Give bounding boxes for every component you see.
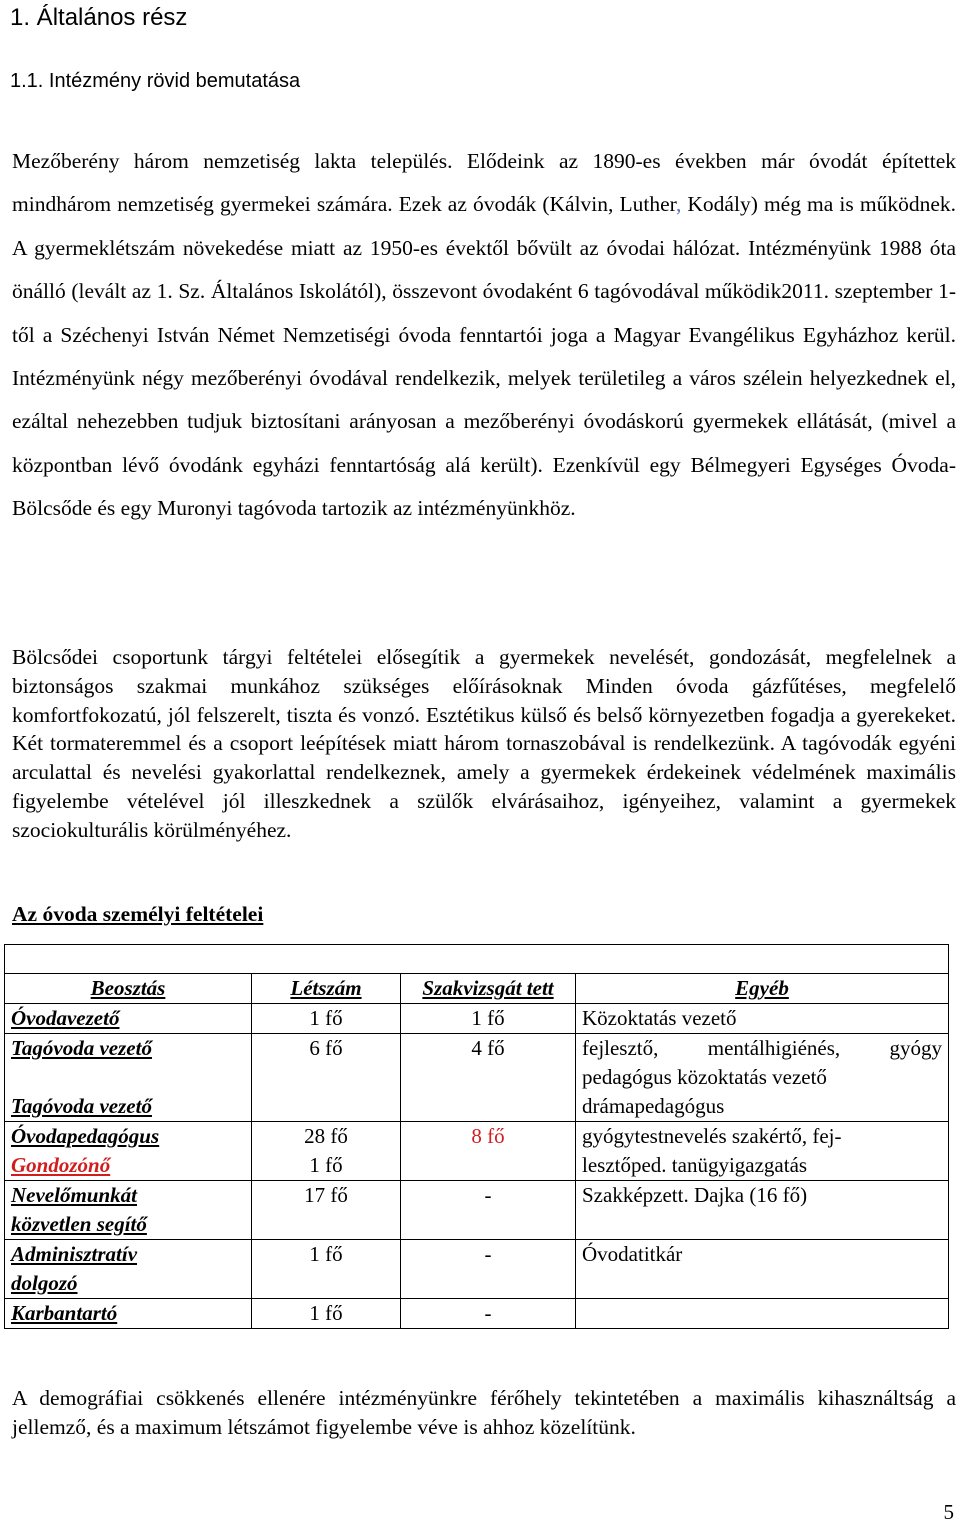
page-title: 1. Általános rész <box>10 4 188 31</box>
role-label: Óvodapedagógus <box>11 1124 160 1148</box>
header-count: Létszám <box>252 974 401 1004</box>
intro-paragraph <box>12 140 956 531</box>
cell-count: 6 fő <box>252 1034 401 1122</box>
staff-heading: Az óvoda személyi feltételei <box>12 902 264 926</box>
header-other: Egyéb <box>576 974 949 1004</box>
table-spacer-cell <box>5 945 949 974</box>
intro-text-b: Kodály) még ma is működnek. A gyermeklétszám növekedése miatt az 1950-es évektől bővült az óvodai hálózat. Intézményünk 1988 óta önálló (levált az 1. Sz. Általános Iskolától), összevont óvodaként 6 tagóvodával működik2011. szeptember 1-től a Széchenyi István Német Nemzetiségi óvoda fenntartói joga a Magyar Evangélikus Egyházhoz kerül. Intézményünk négy mezőberényi óvodával rendelkezik, melyek területileg a város szélein helyezkednek el, ezáltal nehezebben tudjuk biztosítani arányosan a mezőberényi óvodáskorú gyermekek ellátását, (mivel a központban lévő óvodánk egyházi fenntartóság alá került). Ezenkívül egy Bélmegyeri Egységes Óvoda-Bölcsőde és egy Muronyi tagóvoda tartozik az intézményünkhöz. <box>12 192 956 521</box>
cell-other: Szakképzett. Dajka (16 fő) <box>576 1181 949 1240</box>
other-text: gyógytestnevelés szakértő, fej- <box>582 1124 842 1148</box>
other-text-2: drámapedagógus <box>582 1094 725 1118</box>
other-text: fejlesztő, mentálhigiénés, gyógy pedagógus közoktatás vezető <box>582 1036 942 1089</box>
role-gap <box>11 1063 245 1092</box>
table-row <box>5 1034 949 1122</box>
other-text-2: lesztőped. tanügyigazgatás <box>582 1153 808 1177</box>
cell-other: Közoktatás vezető <box>576 1004 949 1034</box>
cell-count: 1 fő <box>252 1240 401 1299</box>
count-value-2: 1 fő <box>309 1153 343 1177</box>
cell-exam: 1 fő <box>401 1004 576 1034</box>
cell-role <box>5 1004 252 1034</box>
cell-exam: 8 fő <box>401 1122 576 1181</box>
section-subtitle: 1.1. Intézmény rövid bemutatása <box>10 70 301 92</box>
intro-blue-comma: , <box>675 192 682 217</box>
cell-role <box>5 1299 252 1329</box>
table-row <box>5 1299 949 1329</box>
cell-role <box>5 1181 252 1240</box>
table-row <box>5 1122 949 1181</box>
cell-other <box>576 1034 949 1122</box>
role-label-2: közvetlen segítő <box>11 1212 147 1236</box>
count-value: 28 fő <box>304 1124 348 1148</box>
table-spacer-row <box>5 945 949 974</box>
cell-role <box>5 1034 252 1122</box>
cell-other <box>576 1122 949 1181</box>
table-header-row <box>5 974 949 1004</box>
cell-exam: - <box>401 1299 576 1329</box>
cell-other <box>576 1299 949 1329</box>
role-label: Tagóvoda vezető <box>11 1036 152 1060</box>
cell-count <box>252 1122 401 1181</box>
page-number: 5 <box>943 1500 954 1524</box>
role-label-2: Gondozónő <box>11 1153 111 1177</box>
header-exam: Szakvizsgát tett <box>401 974 576 1004</box>
table-row <box>5 1240 949 1299</box>
table-row <box>5 1181 949 1240</box>
cell-role <box>5 1240 252 1299</box>
cell-exam: 4 fő <box>401 1034 576 1122</box>
role-label: Karbantartó <box>11 1301 118 1325</box>
intro-text-a: Mezőberény három nemzetiség lakta település. Elődeink az 1890-es években már óvodát építettek mindhárom nemzetiség gyermekei számára. Ezek az óvodák (Kálvin, Luther <box>12 149 956 217</box>
staff-table <box>4 944 949 1329</box>
cell-exam: - <box>401 1240 576 1299</box>
cell-exam: - <box>401 1181 576 1240</box>
closing-paragraph: A demográfiai csökkenés ellenére intézményünkre férőhely tekintetében a maximális kihasználtság a jellemző, és a maximum létszámot figyelembe véve is ahhoz közelítünk. <box>12 1386 956 1439</box>
header-role: Beosztás <box>5 974 252 1004</box>
cell-other: Óvodatitkár <box>576 1240 949 1299</box>
role-label-2: dolgozó <box>11 1271 78 1295</box>
role-label-2: Tagóvoda vezető <box>11 1094 152 1118</box>
role-label: Adminisztratív <box>11 1242 138 1266</box>
facilities-paragraph: Bölcsődei csoportunk tárgyi feltételei elősegítik a gyermekek nevelését, gondozását, megfelelnek a biztonságos szakmai munkához szükséges előírásoknak Minden óvoda gázfűtéses, megfelelő komfortfokozatú, jól felszerelt, tiszta és vonzó. Esztétikus külső és belső környezetben fogadja a gyerekeket. Két tormateremmel és a csoport leépítések miatt három tornaszobával is rendelkezünk. A tagóvodák egyéni arculattal és nevelési gyakorlattal rendelkeznek, amely a gyermekek érdekeinek védelmének maximális figyelembe vételével jól illeszkednek a szülők elvárásaihoz, igényeihez, valamint a gyermekek szociokulturális körülményéhez. <box>12 645 956 842</box>
cell-count: 1 fő <box>252 1299 401 1329</box>
cell-role <box>5 1122 252 1181</box>
cell-count: 17 fő <box>252 1181 401 1240</box>
cell-count: 1 fő <box>252 1004 401 1034</box>
role-label: Nevelőmunkát <box>11 1183 137 1207</box>
table-row <box>5 1004 949 1034</box>
role-label: Óvodavezető <box>11 1006 120 1030</box>
